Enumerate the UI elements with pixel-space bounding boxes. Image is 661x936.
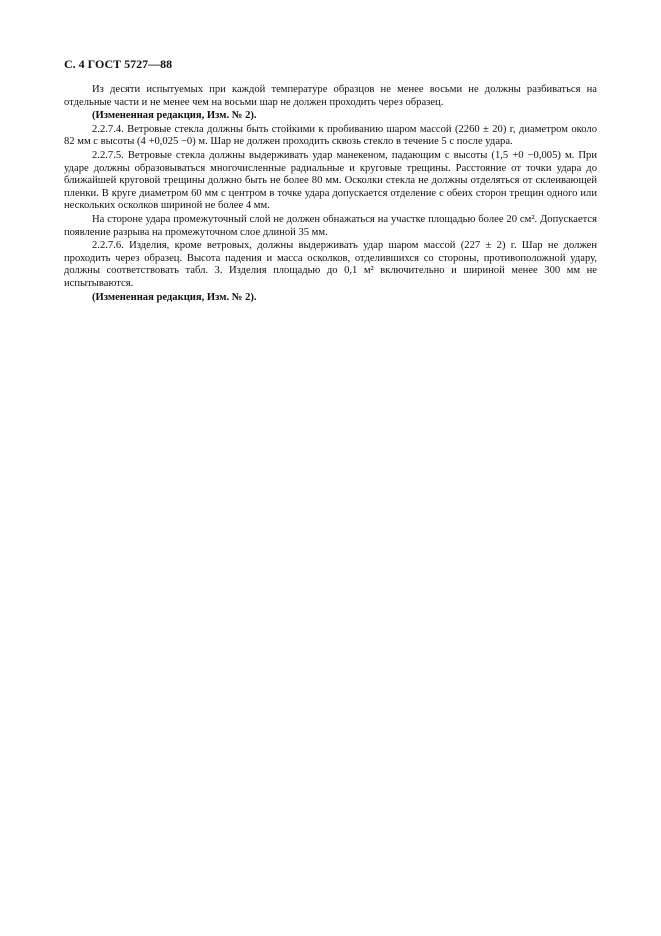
- paragraph: 2.2.7.5. Ветровые стекла должны выдерживать удар манекеном, падающим с высоты (1,5 +0 −0,005) м. При ударе должны образовываться многочисленные радиальные и круговые трещины. Расстояние от точки удара до ближайшей круговой трещины должно быть не более 80 мм. Осколки стекла не должны отделяться от склеивающей пленки. В круге диаметром 60 мм с центром в точке удара допускается отделение с обеих сторон трещин одного или нескольких осколков шириной не более 4 мм.: [64, 149, 597, 212]
- paragraph: Из десяти испытуемых при каждой температуре образцов не менее восьми не должны разбиваться на отдельные части и не менее чем на восьми шар не должен проходить через образец.: [64, 84, 597, 108]
- paragraph: На стороне удара промежуточный слой не должен обнажаться на участке площадью более 20 см². Допускается появление разрыва на промежуточном слое длиной 35 мм.: [64, 213, 597, 238]
- paragraph: 2.2.7.4. Ветровые стекла должны быть стойкими к пробиванию шаром массой (2260 ± 20) г, диаметром около 82 мм с высоты (4 +0,025 −0) м. Шар не должен проходить сквозь стекло в течение 5 с после удара.: [64, 123, 597, 148]
- amendment-note: (Измененная редакция, Изм. № 2).: [92, 110, 257, 122]
- page-header: С. 4 ГОСТ 5727—88: [64, 57, 173, 71]
- paragraph: 2.2.7.6. Изделия, кроме ветровых, должны выдерживать удар шаром массой (227 ± 2) г. Шар не должен проходить через образец. Высота падения и масса осколков, отделившихся со стороны, противоположной удару, должны соответствовать табл. 3. Изделия площадью до 0,1 м² включительно и шириной менее 300 мм не испытываются.: [64, 240, 597, 289]
- amendment-note: (Измененная редакция, Изм. № 2).: [92, 291, 257, 303]
- document-body: [64, 84, 597, 305]
